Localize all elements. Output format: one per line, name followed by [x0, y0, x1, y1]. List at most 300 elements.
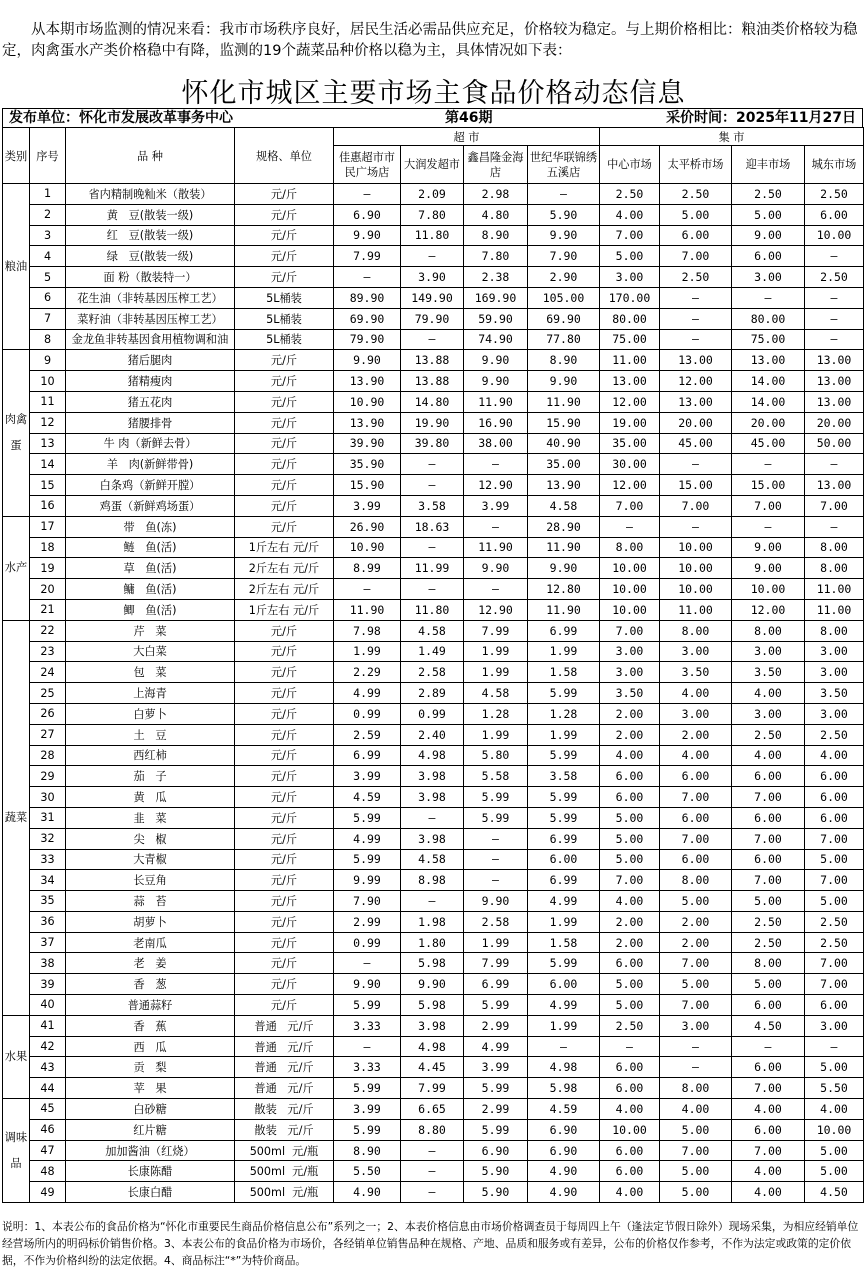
seq-cell: 19 [30, 558, 66, 579]
price-cell: 1.80 [401, 932, 464, 953]
price-cell: 69.90 [334, 308, 401, 329]
price-cell: 3.33 [334, 1057, 401, 1078]
price-cell: 1.99 [464, 724, 528, 745]
price-cell: — [805, 287, 864, 308]
spec-cell: 元/斤 [235, 204, 334, 225]
price-cell: — [464, 870, 528, 891]
price-cell: 4.98 [401, 745, 464, 766]
price-cell: 5.90 [464, 1161, 528, 1182]
price-cell: 6.00 [805, 995, 864, 1016]
header-market: 城东市场 [805, 146, 864, 184]
spec-cell: 元/斤 [235, 225, 334, 246]
price-cell: 6.00 [805, 787, 864, 808]
price-cell: 3.90 [401, 267, 464, 288]
price-cell: 50.00 [805, 433, 864, 454]
price-cell: 7.00 [805, 870, 864, 891]
item-name-cell: 香 葱 [66, 974, 235, 995]
price-cell: 6.99 [528, 828, 600, 849]
price-cell: 15.00 [732, 475, 805, 496]
item-name-cell: 菜籽油（非转基因压榨工艺） [66, 308, 235, 329]
price-cell: 5.99 [528, 953, 600, 974]
item-name-cell: 老南瓜 [66, 932, 235, 953]
price-cell: 6.00 [600, 766, 660, 787]
table-row [3, 454, 864, 475]
price-cell: 3.00 [805, 1015, 864, 1036]
price-cell: 9.90 [464, 371, 528, 392]
price-cell: 8.90 [464, 225, 528, 246]
item-name-cell: 省内精制晚籼米（散装） [66, 184, 235, 205]
price-cell: 7.00 [732, 870, 805, 891]
header-item: 品 种 [66, 128, 235, 184]
price-cell: 11.90 [464, 537, 528, 558]
price-cell: 2.50 [805, 724, 864, 745]
price-cell: 4.50 [805, 1182, 864, 1203]
price-cell: 1.99 [334, 641, 401, 662]
price-cell: 5.99 [334, 807, 401, 828]
spec-cell: 1斤左右 元/斤 [235, 599, 334, 620]
price-cell: 2.00 [660, 724, 732, 745]
price-cell: 19.00 [600, 412, 660, 433]
spec-cell: 500ml 元/瓶 [235, 1140, 334, 1161]
price-cell: 5.00 [600, 828, 660, 849]
price-cell: 10.00 [660, 579, 732, 600]
price-cell: 6.00 [732, 995, 805, 1016]
price-cell: 5.90 [464, 1182, 528, 1203]
item-name-cell: 牛 肉（新鲜去骨） [66, 433, 235, 454]
table-row [3, 807, 864, 828]
price-cell: — [401, 537, 464, 558]
price-cell: 4.98 [528, 1057, 600, 1078]
price-cell: 2.50 [805, 932, 864, 953]
table-row [3, 974, 864, 995]
seq-cell: 22 [30, 620, 66, 641]
price-cell: 4.50 [732, 1015, 805, 1036]
price-cell: 7.99 [401, 1078, 464, 1099]
header-market: 太平桥市场 [660, 146, 732, 184]
spec-cell: 元/斤 [235, 662, 334, 683]
price-cell: 3.58 [401, 495, 464, 516]
price-cell: 2.50 [805, 184, 864, 205]
table-row [3, 745, 864, 766]
price-cell: 6.00 [732, 807, 805, 828]
price-cell: — [401, 1140, 464, 1161]
price-cell: 10.00 [600, 558, 660, 579]
table-row [3, 1015, 864, 1036]
price-cell: 6.00 [660, 849, 732, 870]
price-cell: 6.00 [600, 1140, 660, 1161]
category-cell: 水产 [3, 516, 30, 620]
price-cell: 5.00 [732, 891, 805, 912]
price-cell: 5.99 [464, 787, 528, 808]
seq-cell: 28 [30, 745, 66, 766]
header-market: 中心市场 [600, 146, 660, 184]
price-cell: 5.00 [600, 849, 660, 870]
table-row [3, 766, 864, 787]
header-market: 迎丰市场 [732, 146, 805, 184]
price-cell: — [805, 246, 864, 267]
price-cell: 4.00 [732, 1161, 805, 1182]
price-cell: 4.58 [401, 849, 464, 870]
price-cell: 11.00 [805, 599, 864, 620]
table-row [3, 1057, 864, 1078]
price-cell: 6.00 [732, 1057, 805, 1078]
price-cell: 2.50 [732, 184, 805, 205]
price-cell: — [660, 516, 732, 537]
price-cell: — [732, 454, 805, 475]
price-cell: 8.99 [334, 558, 401, 579]
price-cell: 2.50 [600, 184, 660, 205]
price-cell: 11.00 [660, 599, 732, 620]
price-cell: 5.00 [805, 1057, 864, 1078]
spec-cell: 元/斤 [235, 350, 334, 371]
item-name-cell: 香 蕉 [66, 1015, 235, 1036]
price-cell: 7.00 [660, 787, 732, 808]
seq-cell: 20 [30, 579, 66, 600]
spec-cell: 5L桶装 [235, 329, 334, 350]
price-cell: 13.00 [732, 350, 805, 371]
seq-cell: 6 [30, 287, 66, 308]
price-cell: 3.00 [660, 1015, 732, 1036]
price-cell: 13.88 [401, 371, 464, 392]
price-cell: 3.50 [805, 683, 864, 704]
price-cell: 6.65 [401, 1099, 464, 1120]
price-cell: 2.99 [334, 911, 401, 932]
price-cell: 5.00 [600, 995, 660, 1016]
price-cell: 14.80 [401, 391, 464, 412]
seq-cell: 39 [30, 974, 66, 995]
seq-cell: 26 [30, 703, 66, 724]
price-cell: 3.99 [464, 1057, 528, 1078]
price-cell: 7.00 [660, 495, 732, 516]
seq-cell: 44 [30, 1078, 66, 1099]
spec-cell: 元/斤 [235, 787, 334, 808]
price-cell: — [401, 475, 464, 496]
price-cell: 2.00 [600, 932, 660, 953]
price-cell: 5.50 [334, 1161, 401, 1182]
item-name-cell: 带 鱼(冻) [66, 516, 235, 537]
price-cell: 15.90 [528, 412, 600, 433]
price-cell: 9.90 [528, 225, 600, 246]
seq-cell: 12 [30, 412, 66, 433]
seq-cell: 46 [30, 1119, 66, 1140]
seq-cell: 14 [30, 454, 66, 475]
item-name-cell: 鸡蛋（新鲜鸡场蛋） [66, 495, 235, 516]
price-cell: 20.00 [660, 412, 732, 433]
seq-cell: 4 [30, 246, 66, 267]
price-cell: — [334, 184, 401, 205]
spec-cell: 2斤左右 元/斤 [235, 558, 334, 579]
item-name-cell: 黄 豆(散装一级) [66, 204, 235, 225]
table-row [3, 329, 864, 350]
category-cell: 蔬菜 [3, 620, 30, 1015]
price-cell: 6.00 [600, 1078, 660, 1099]
price-cell: 7.99 [334, 246, 401, 267]
price-cell: 5.58 [464, 766, 528, 787]
item-name-cell: 白条鸡（新鲜开膛） [66, 475, 235, 496]
price-cell: 6.00 [528, 849, 600, 870]
price-cell: 7.00 [805, 828, 864, 849]
item-name-cell: 加加酱油（红烧） [66, 1140, 235, 1161]
table-row [3, 184, 864, 205]
table-row [3, 391, 864, 412]
price-cell: 5.99 [464, 995, 528, 1016]
price-cell: 13.90 [334, 412, 401, 433]
price-cell: 14.00 [732, 391, 805, 412]
table-row [3, 787, 864, 808]
price-cell: 4.00 [732, 1182, 805, 1203]
price-cell: 9.90 [464, 350, 528, 371]
seq-cell: 30 [30, 787, 66, 808]
price-cell: 4.99 [528, 891, 600, 912]
price-cell: — [660, 329, 732, 350]
price-cell: 3.00 [732, 703, 805, 724]
price-cell: 4.00 [600, 204, 660, 225]
price-cell: 79.90 [334, 329, 401, 350]
price-cell: 5.00 [660, 974, 732, 995]
price-cell: 3.99 [334, 495, 401, 516]
price-cell: 4.00 [660, 745, 732, 766]
price-cell: — [401, 807, 464, 828]
price-cell: 0.99 [334, 703, 401, 724]
price-cell: 4.00 [732, 683, 805, 704]
item-name-cell: 长康白醋 [66, 1182, 235, 1203]
item-name-cell: 西红柿 [66, 745, 235, 766]
price-cell: 15.90 [334, 475, 401, 496]
price-cell: 7.00 [805, 974, 864, 995]
seq-cell: 21 [30, 599, 66, 620]
price-cell: 8.00 [805, 620, 864, 641]
spec-cell: 元/斤 [235, 828, 334, 849]
price-cell: 7.00 [600, 620, 660, 641]
table-row [3, 1182, 864, 1203]
price-cell: 4.00 [805, 745, 864, 766]
price-cell: 10.00 [660, 537, 732, 558]
seq-cell: 47 [30, 1140, 66, 1161]
item-name-cell: 长康陈醋 [66, 1161, 235, 1182]
seq-cell: 33 [30, 849, 66, 870]
price-cell: 5.99 [528, 683, 600, 704]
price-cell: 7.00 [732, 1078, 805, 1099]
price-cell: — [660, 1036, 732, 1057]
price-cell: 5.00 [732, 204, 805, 225]
seq-cell: 43 [30, 1057, 66, 1078]
seq-cell: 15 [30, 475, 66, 496]
price-cell: 6.90 [464, 1140, 528, 1161]
price-cell: 9.90 [464, 891, 528, 912]
header-seq: 序号 [30, 128, 66, 184]
price-cell: 8.00 [805, 558, 864, 579]
price-cell: 3.00 [805, 703, 864, 724]
table-row [3, 953, 864, 974]
price-cell: 2.00 [660, 911, 732, 932]
price-cell: 3.00 [805, 641, 864, 662]
price-cell: 35.00 [600, 433, 660, 454]
table-row [3, 1161, 864, 1182]
table-row [3, 371, 864, 392]
price-cell: 5.99 [464, 807, 528, 828]
table-row [3, 495, 864, 516]
price-cell: 4.59 [334, 787, 401, 808]
price-cell: 20.00 [732, 412, 805, 433]
item-name-cell: 大白菜 [66, 641, 235, 662]
price-cell: 6.99 [334, 745, 401, 766]
price-cell: 11.90 [528, 537, 600, 558]
item-name-cell: 苹 果 [66, 1078, 235, 1099]
price-cell: — [401, 1161, 464, 1182]
price-cell: 7.00 [660, 953, 732, 974]
price-cell: 2.50 [732, 724, 805, 745]
spec-cell: 元/斤 [235, 745, 334, 766]
price-cell: 4.00 [732, 745, 805, 766]
spec-cell: 5L桶装 [235, 287, 334, 308]
price-cell: 2.00 [600, 724, 660, 745]
price-cell: — [805, 329, 864, 350]
price-cell: 5.50 [805, 1078, 864, 1099]
price-cell: 5.00 [600, 974, 660, 995]
price-cell: 10.00 [805, 1119, 864, 1140]
price-cell: 7.99 [464, 953, 528, 974]
price-cell: 2.59 [334, 724, 401, 745]
seq-cell: 31 [30, 807, 66, 828]
price-cell: 89.90 [334, 287, 401, 308]
header-store: 佳惠超市市民广场店 [334, 146, 401, 184]
item-name-cell: 韭 菜 [66, 807, 235, 828]
item-name-cell: 鳙 鱼(活) [66, 579, 235, 600]
price-cell: 13.00 [600, 371, 660, 392]
price-cell: 26.90 [334, 516, 401, 537]
price-cell: — [660, 1057, 732, 1078]
price-cell: 11.00 [805, 579, 864, 600]
price-cell: 2.58 [464, 911, 528, 932]
price-cell: 6.00 [528, 974, 600, 995]
header-spec: 规格、单位 [235, 128, 334, 184]
price-cell: 2.00 [600, 911, 660, 932]
spec-cell: 元/斤 [235, 412, 334, 433]
item-name-cell: 蒜 苔 [66, 891, 235, 912]
price-cell: 35.90 [334, 454, 401, 475]
price-cell: 5.99 [334, 995, 401, 1016]
price-cell: 5.00 [805, 849, 864, 870]
price-cell: 3.50 [660, 662, 732, 683]
spec-cell: 普通 元/斤 [235, 1036, 334, 1057]
item-name-cell: 贡 梨 [66, 1057, 235, 1078]
price-cell: 3.50 [600, 683, 660, 704]
table-row [3, 911, 864, 932]
price-cell: 5.00 [805, 1161, 864, 1182]
price-cell: 39.90 [334, 433, 401, 454]
price-cell: 7.00 [660, 995, 732, 1016]
price-cell: 12.00 [600, 391, 660, 412]
table-row [3, 516, 864, 537]
spec-cell: 元/斤 [235, 433, 334, 454]
seq-cell: 34 [30, 870, 66, 891]
table-row [3, 267, 864, 288]
price-cell: 7.98 [334, 620, 401, 641]
price-cell: 7.99 [464, 620, 528, 641]
table-row [3, 579, 864, 600]
price-cell: 1.99 [528, 1015, 600, 1036]
price-cell: 4.99 [334, 683, 401, 704]
price-cell: 4.00 [660, 683, 732, 704]
price-cell: — [600, 516, 660, 537]
price-cell: 2.00 [600, 703, 660, 724]
spec-cell: 元/斤 [235, 807, 334, 828]
price-cell: 45.00 [660, 433, 732, 454]
price-cell: 2.89 [401, 683, 464, 704]
header-store: 世纪华联锦绣五溪店 [528, 146, 600, 184]
price-cell: 13.88 [401, 350, 464, 371]
price-cell: 6.00 [732, 246, 805, 267]
publication-info [2, 108, 863, 128]
spec-cell: 元/斤 [235, 267, 334, 288]
price-cell: 7.90 [334, 891, 401, 912]
spec-cell: 2斤左右 元/斤 [235, 579, 334, 600]
price-cell: 19.90 [401, 412, 464, 433]
price-cell: 2.29 [334, 662, 401, 683]
price-cell: 6.00 [600, 953, 660, 974]
price-cell: 13.90 [334, 371, 401, 392]
seq-cell: 1 [30, 184, 66, 205]
price-cell: 5.80 [464, 745, 528, 766]
seq-cell: 10 [30, 371, 66, 392]
price-cell: 8.00 [660, 870, 732, 891]
price-cell: 4.90 [334, 1182, 401, 1203]
price-cell: 5.99 [464, 1119, 528, 1140]
table-row [3, 620, 864, 641]
price-cell: — [401, 579, 464, 600]
price-cell: — [334, 579, 401, 600]
issue-number: 第46期 [445, 110, 493, 126]
page-title: 怀化市城区主要市场主食品价格动态信息 [181, 78, 686, 109]
seq-cell: 48 [30, 1161, 66, 1182]
price-cell: 79.90 [401, 308, 464, 329]
price-cell: 5.00 [600, 246, 660, 267]
price-cell: 5.99 [464, 1078, 528, 1099]
table-row [3, 995, 864, 1016]
price-cell: 2.38 [464, 267, 528, 288]
footnote: 说明：1、本表公布的食品价格为“怀化市重要民生商品价格信息公布”系列之一；2、本表价格信息由市场价格调查员于每周四上午（逢法定节假日除外）现场采集，为相应经销单位经营场所内的明码标价销售价格。3、本表公布的食品价格为市场价，各经销单位销售品种在规格、产地、品质和服务或有差异，公布的价格仅作参考，不作为法定或政策的定价依据，不作为价格纠纷的法定依据。4、商品标注“*”为特价商品。 [2, 1220, 859, 1267]
intro-text [2, 20, 864, 62]
spec-cell: 5L桶装 [235, 308, 334, 329]
table-row [3, 662, 864, 683]
seq-cell: 5 [30, 267, 66, 288]
seq-cell: 24 [30, 662, 66, 683]
price-cell: — [732, 516, 805, 537]
table-row [3, 1099, 864, 1120]
spec-cell: 元/斤 [235, 683, 334, 704]
price-cell: 13.00 [660, 350, 732, 371]
price-cell: 3.98 [401, 787, 464, 808]
header-store: 大润发超市 [401, 146, 464, 184]
price-cell: 2.50 [805, 911, 864, 932]
price-cell: 2.98 [464, 184, 528, 205]
seq-cell: 11 [30, 391, 66, 412]
price-cell: 3.00 [732, 267, 805, 288]
seq-cell: 36 [30, 911, 66, 932]
price-cell: 7.80 [401, 204, 464, 225]
table-row [3, 308, 864, 329]
price-cell: 13.00 [805, 475, 864, 496]
price-cell: 3.00 [600, 267, 660, 288]
category-cell: 粮油 [3, 184, 30, 350]
spec-cell: 元/斤 [235, 641, 334, 662]
spec-cell: 元/斤 [235, 953, 334, 974]
price-cell: 4.80 [464, 204, 528, 225]
price-cell: 11.90 [528, 599, 600, 620]
price-cell: 8.98 [401, 870, 464, 891]
seq-cell: 37 [30, 932, 66, 953]
spec-cell: 元/斤 [235, 246, 334, 267]
